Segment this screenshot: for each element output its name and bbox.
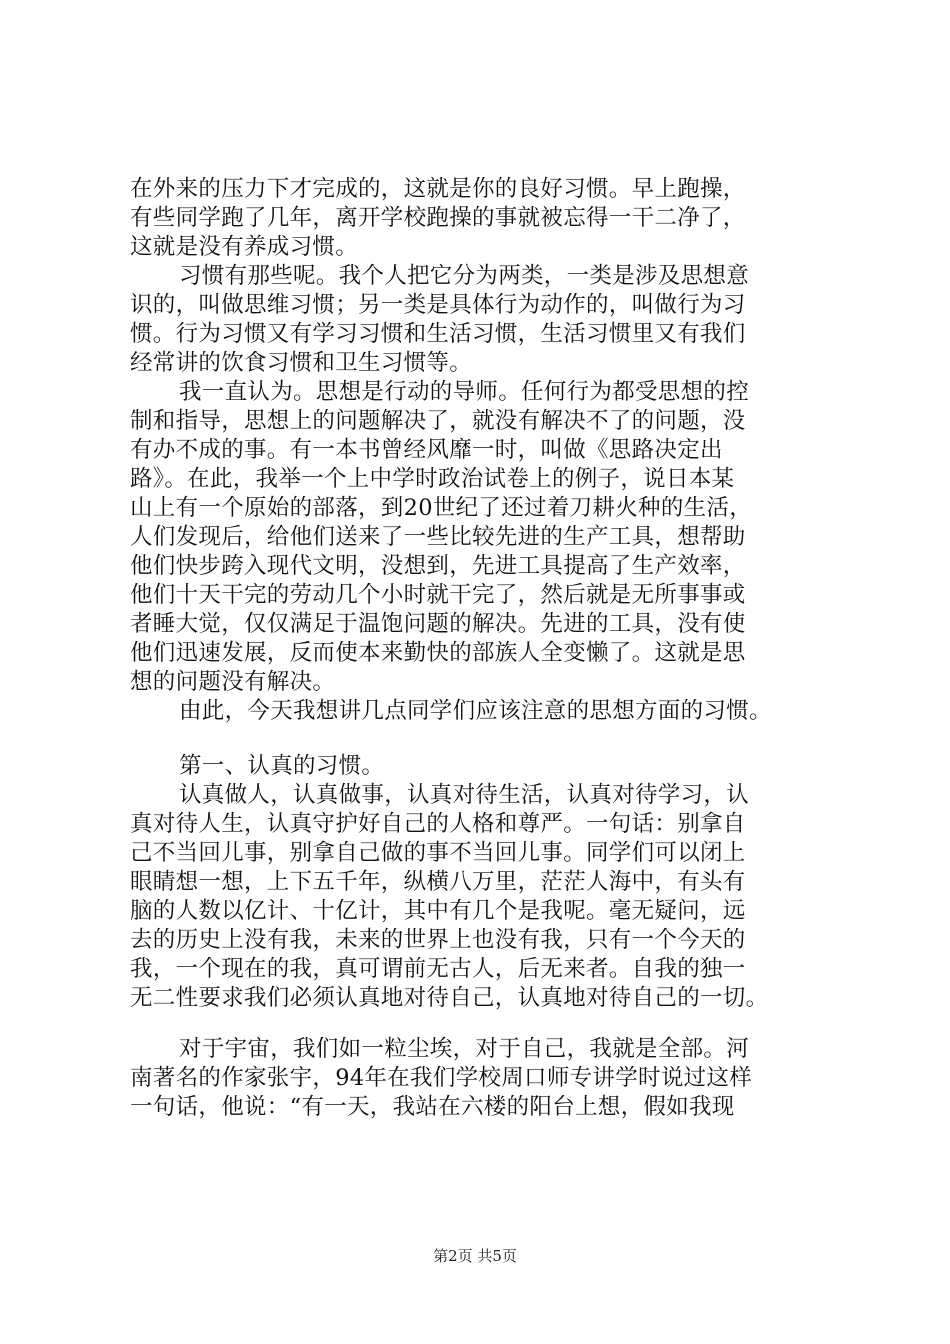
text-line: 经常讲的饮食习惯和卫生习惯等。 bbox=[130, 350, 473, 376]
document-body bbox=[130, 175, 830, 1122]
text-line: 眼睛想一想，上下五千年，纵横八万里，茫茫人海中，有头有 bbox=[130, 869, 746, 895]
text-line: 无二性要求我们必须认真地对待自己，认真地对待自己的一切。 bbox=[130, 985, 769, 1011]
text-line: 一句话，他说：“有一天，我站在六楼的阳台上想，假如我现 bbox=[130, 1094, 735, 1120]
text-line: 识的，叫做思维习惯；另一类是具体行为动作的，叫做行为习 bbox=[130, 292, 746, 318]
text-line: 他们十天干完的劳动几个小时就干完了，然后就是无所事事或 bbox=[130, 582, 746, 608]
text-line: 制和指导，思想上的问题解决了，就没有解决不了的问题，没 bbox=[130, 408, 746, 434]
text-line: 人们发现后，给他们送来了一些比较先进的生产工具，想帮助 bbox=[130, 524, 746, 550]
text-line: 我，一个现在的我，真可谓前无古人，后无来者。自我的独一 bbox=[130, 956, 746, 982]
text-line: 山上有一个原始的部落，到20世纪了还过着刀耕火种的生活， bbox=[130, 495, 753, 521]
text-line: 惯。行为习惯又有学习习惯和生活习惯，生活习惯里又有我们 bbox=[130, 321, 746, 347]
text-line: 有些同学跑了几年，离开学校跑操的事就被忘得一干二净了， bbox=[130, 205, 746, 231]
text-line: 习惯有那些呢。我个人把它分为两类，一类是涉及思想意 bbox=[179, 263, 750, 289]
page-number-footer: 第2页 共5页 bbox=[433, 1247, 517, 1265]
text-line: 者睡大觉，仅仅满足于温饱问题的解决。先进的工具，没有使 bbox=[130, 611, 746, 637]
text-line: 他们快步跨入现代文明，没想到，先进工具提高了生产效率， bbox=[130, 553, 746, 579]
section-heading: 第一、认真的习惯。 bbox=[179, 753, 385, 779]
text-line: 我一直认为。思想是行动的导师。任何行为都受思想的控 bbox=[179, 379, 750, 405]
text-line: 在外来的压力下才完成的，这就是你的良好习惯。早上跑操， bbox=[130, 176, 746, 202]
text-line: 南著名的作家张宇，94年在我们学校周口师专讲学时说过这样 bbox=[130, 1065, 753, 1091]
text-line: 脑的人数以亿计、十亿计，其中有几个是我呢。毫无疑问，远 bbox=[130, 898, 746, 924]
text-line: 这就是没有养成习惯。 bbox=[130, 234, 359, 260]
text-line: 路》。在此，我举一个上中学时政治试卷上的例子，说日本某 bbox=[130, 466, 735, 492]
text-line: 去的历史上没有我，未来的世界上也没有我，只有一个今天的 bbox=[130, 927, 746, 953]
text-line: 想的问题没有解决。 bbox=[130, 669, 336, 695]
text-line: 己不当回儿事，别拿自己做的事不当回儿事。同学们可以闭上 bbox=[130, 840, 746, 866]
text-line: 真对待人生，认真守护好自己的人格和尊严。一句话：别拿自 bbox=[130, 811, 746, 837]
text-line: 认真做人，认真做事，认真对待生活，认真对待学习，认 bbox=[179, 782, 750, 808]
text-line: 由此，今天我想讲几点同学们应该注意的思想方面的习惯。 bbox=[179, 698, 772, 724]
text-line: 对于宇宙，我们如一粒尘埃，对于自己，我就是全部。河 bbox=[179, 1036, 750, 1062]
text-line: 有办不成的事。有一本书曾经风靡一时，叫做《思路决定出 bbox=[130, 437, 723, 463]
text-line: 他们迅速发展，反而使本来勤快的部族人全变懒了。这就是思 bbox=[130, 640, 746, 666]
